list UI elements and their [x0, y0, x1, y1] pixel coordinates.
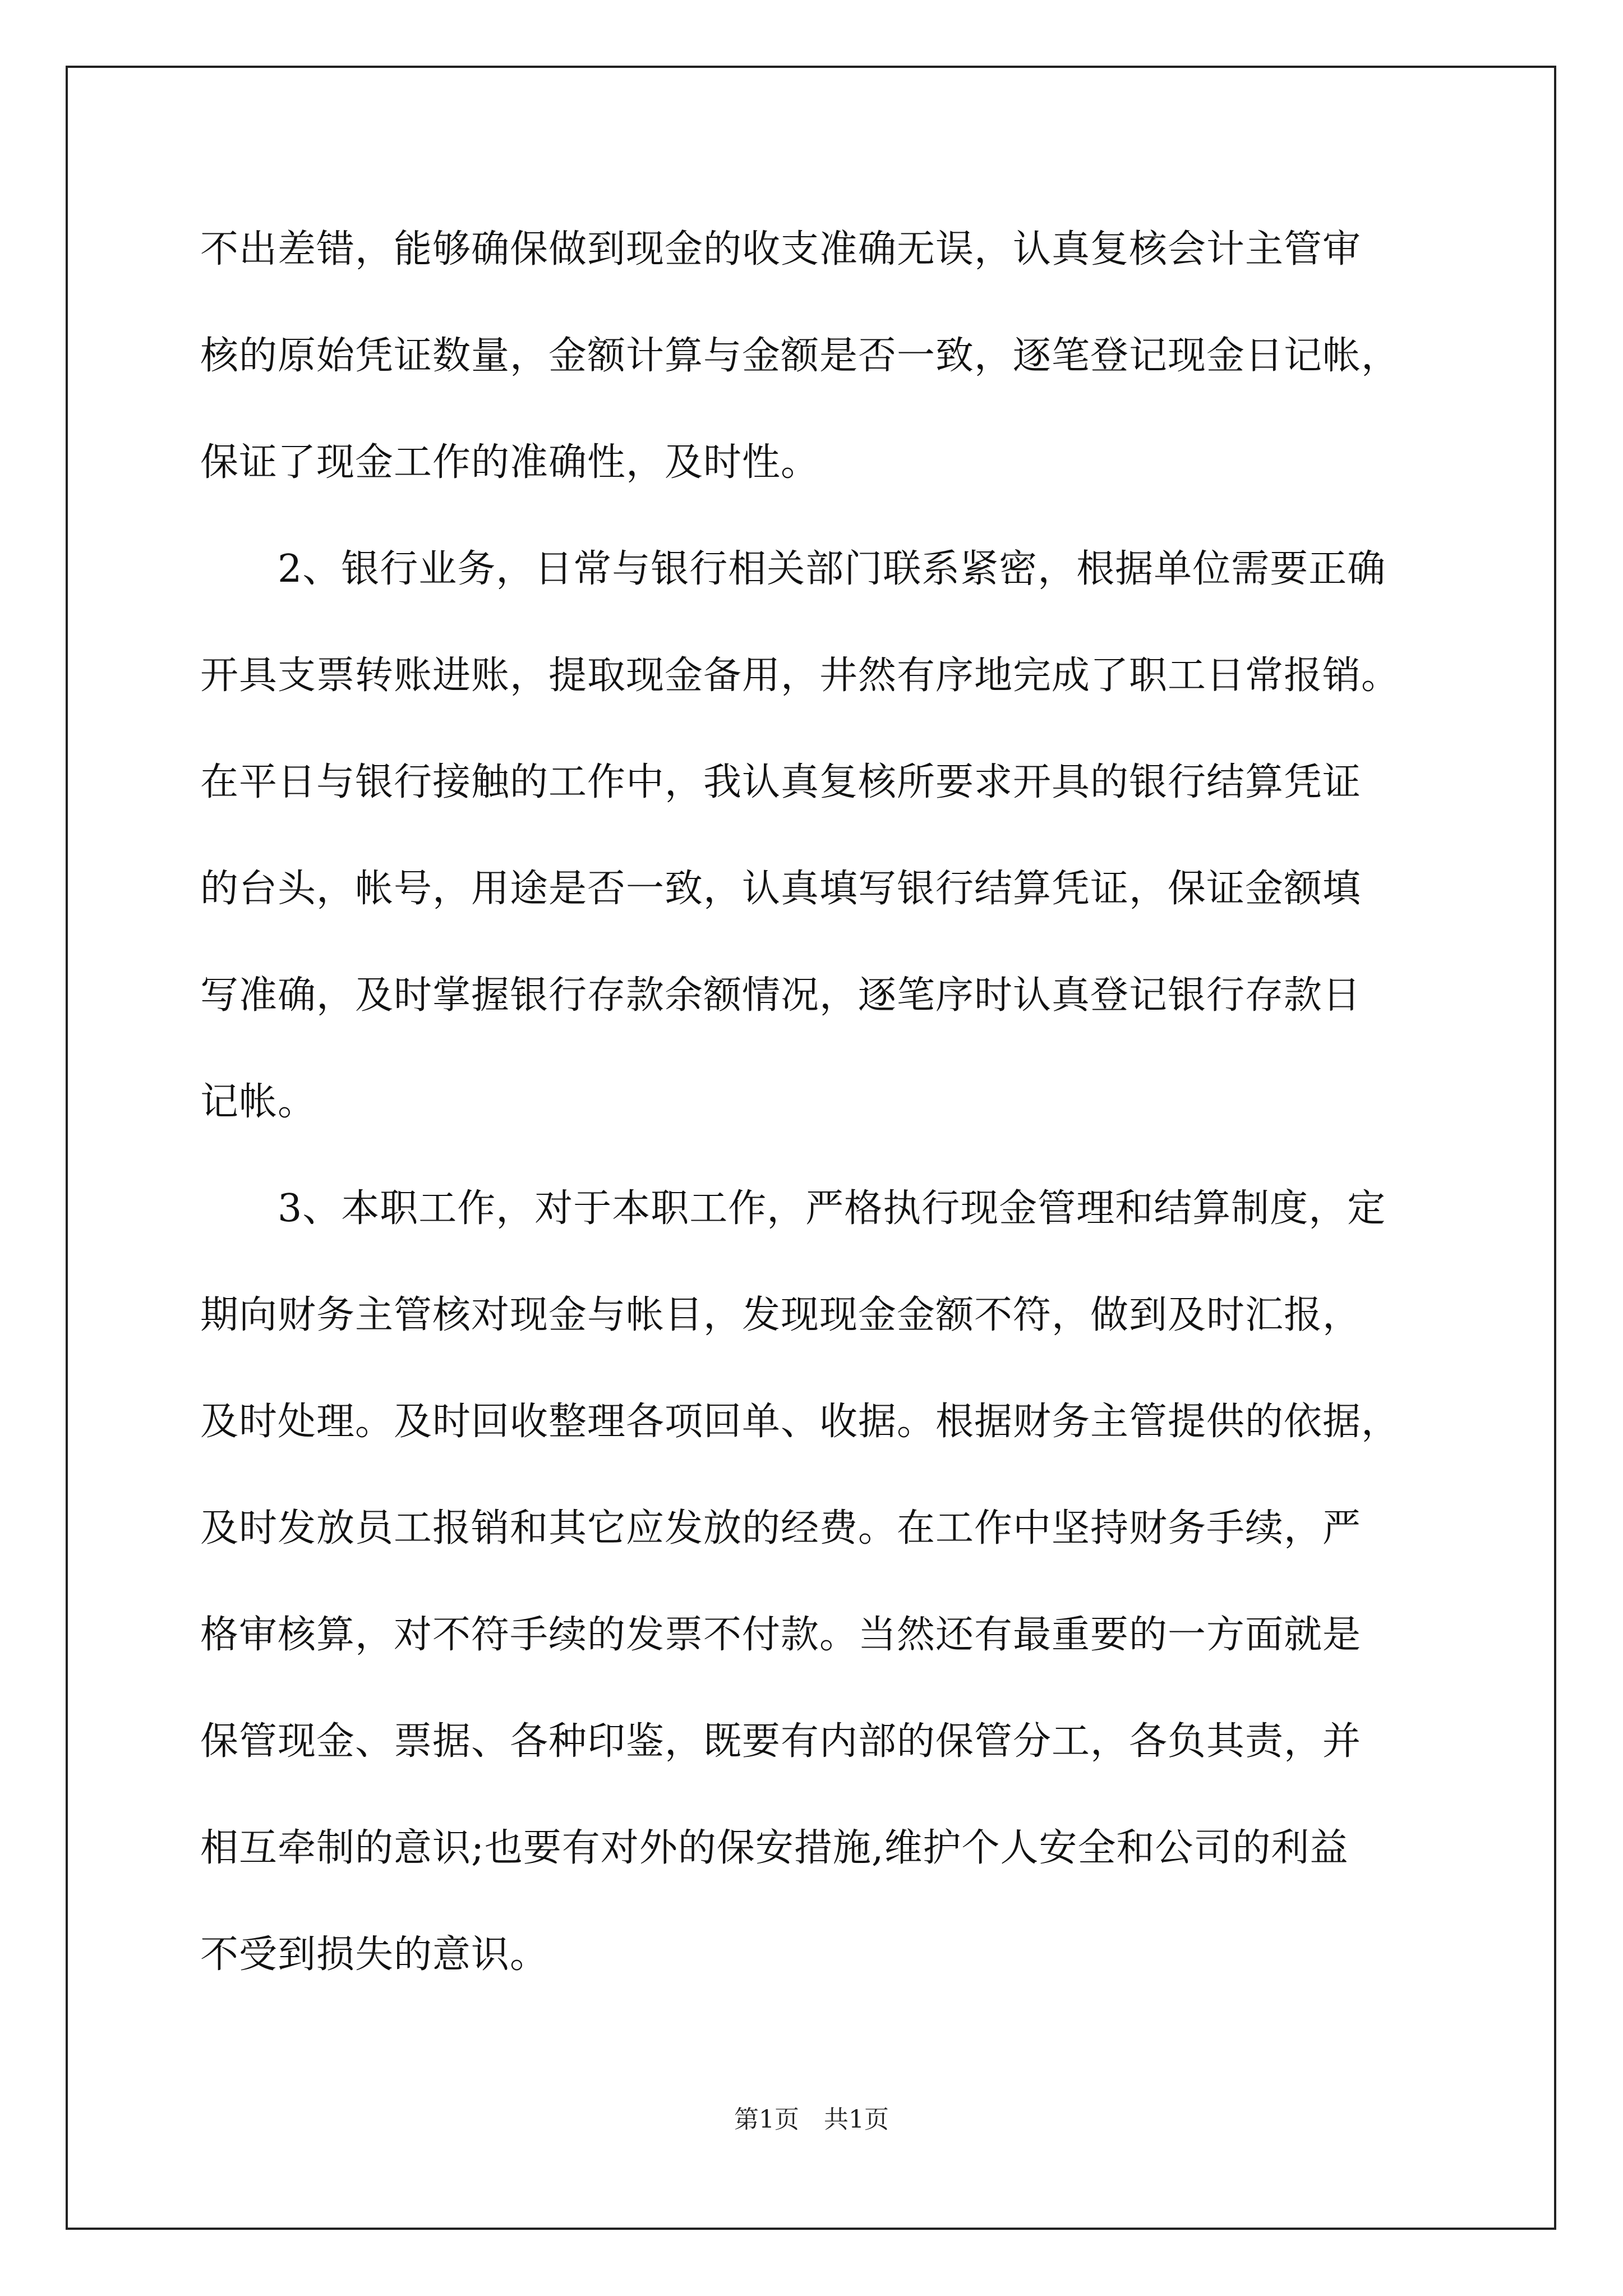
text-line: 写准确，及时掌握银行存款余额情况，逐笔序时认真登记银行存款日	[200, 973, 1362, 1018]
text-line: 核的原始凭证数量，金额计算与金额是否一致，逐笔登记现金日记帐，	[200, 334, 1400, 378]
text-line: 相互牵制的意识;也要有对外的保安措施,维护个人安全和公司的利益	[200, 1826, 1349, 1870]
text-line: 格审核算，对不符手续的发票不付款。当然还有最重要的一方面就是	[200, 1613, 1362, 1657]
text-line: 开具支票转账进账，提取现金备用，井然有序地完成了职工日常报销。	[200, 654, 1400, 698]
text-line: 2、银行业务，日常与银行相关部门联系紧密，根据单位需要正确	[200, 547, 1386, 591]
text-line: 及时处理。及时回收整理各项回单、收据。根据财务主管提供的依据，	[200, 1400, 1400, 1444]
text-line: 保管现金、票据、各种印鉴，既要有内部的保管分工，各负其责，并	[200, 1719, 1362, 1764]
text-line: 在平日与银行接触的工作中，我认真复核所要求开具的银行结算凭证	[200, 760, 1362, 804]
text-line: 保证了现金工作的准确性，及时性。	[200, 440, 820, 485]
page-number-footer: 第1页 共1页	[734, 2105, 889, 2134]
document-body	[200, 216, 1428, 2028]
text-line: 3、本职工作，对于本职工作，严格执行现金管理和结算制度，定	[200, 1186, 1386, 1231]
text-line: 不受到损失的意识。	[200, 1932, 549, 1977]
text-line: 不出差错，能够确保做到现金的收支准确无误，认真复核会计主管审	[200, 227, 1362, 272]
text-line: 及时发放员工报销和其它应发放的经费。在工作中坚持财务手续，严	[200, 1506, 1362, 1550]
text-line: 记帐。	[200, 1080, 317, 1124]
text-line: 期向财务主管核对现金与帐目，发现现金金额不符，做到及时汇报，	[200, 1293, 1362, 1337]
text-line: 的台头，帐号，用途是否一致，认真填写银行结算凭证，保证金额填	[200, 867, 1362, 911]
